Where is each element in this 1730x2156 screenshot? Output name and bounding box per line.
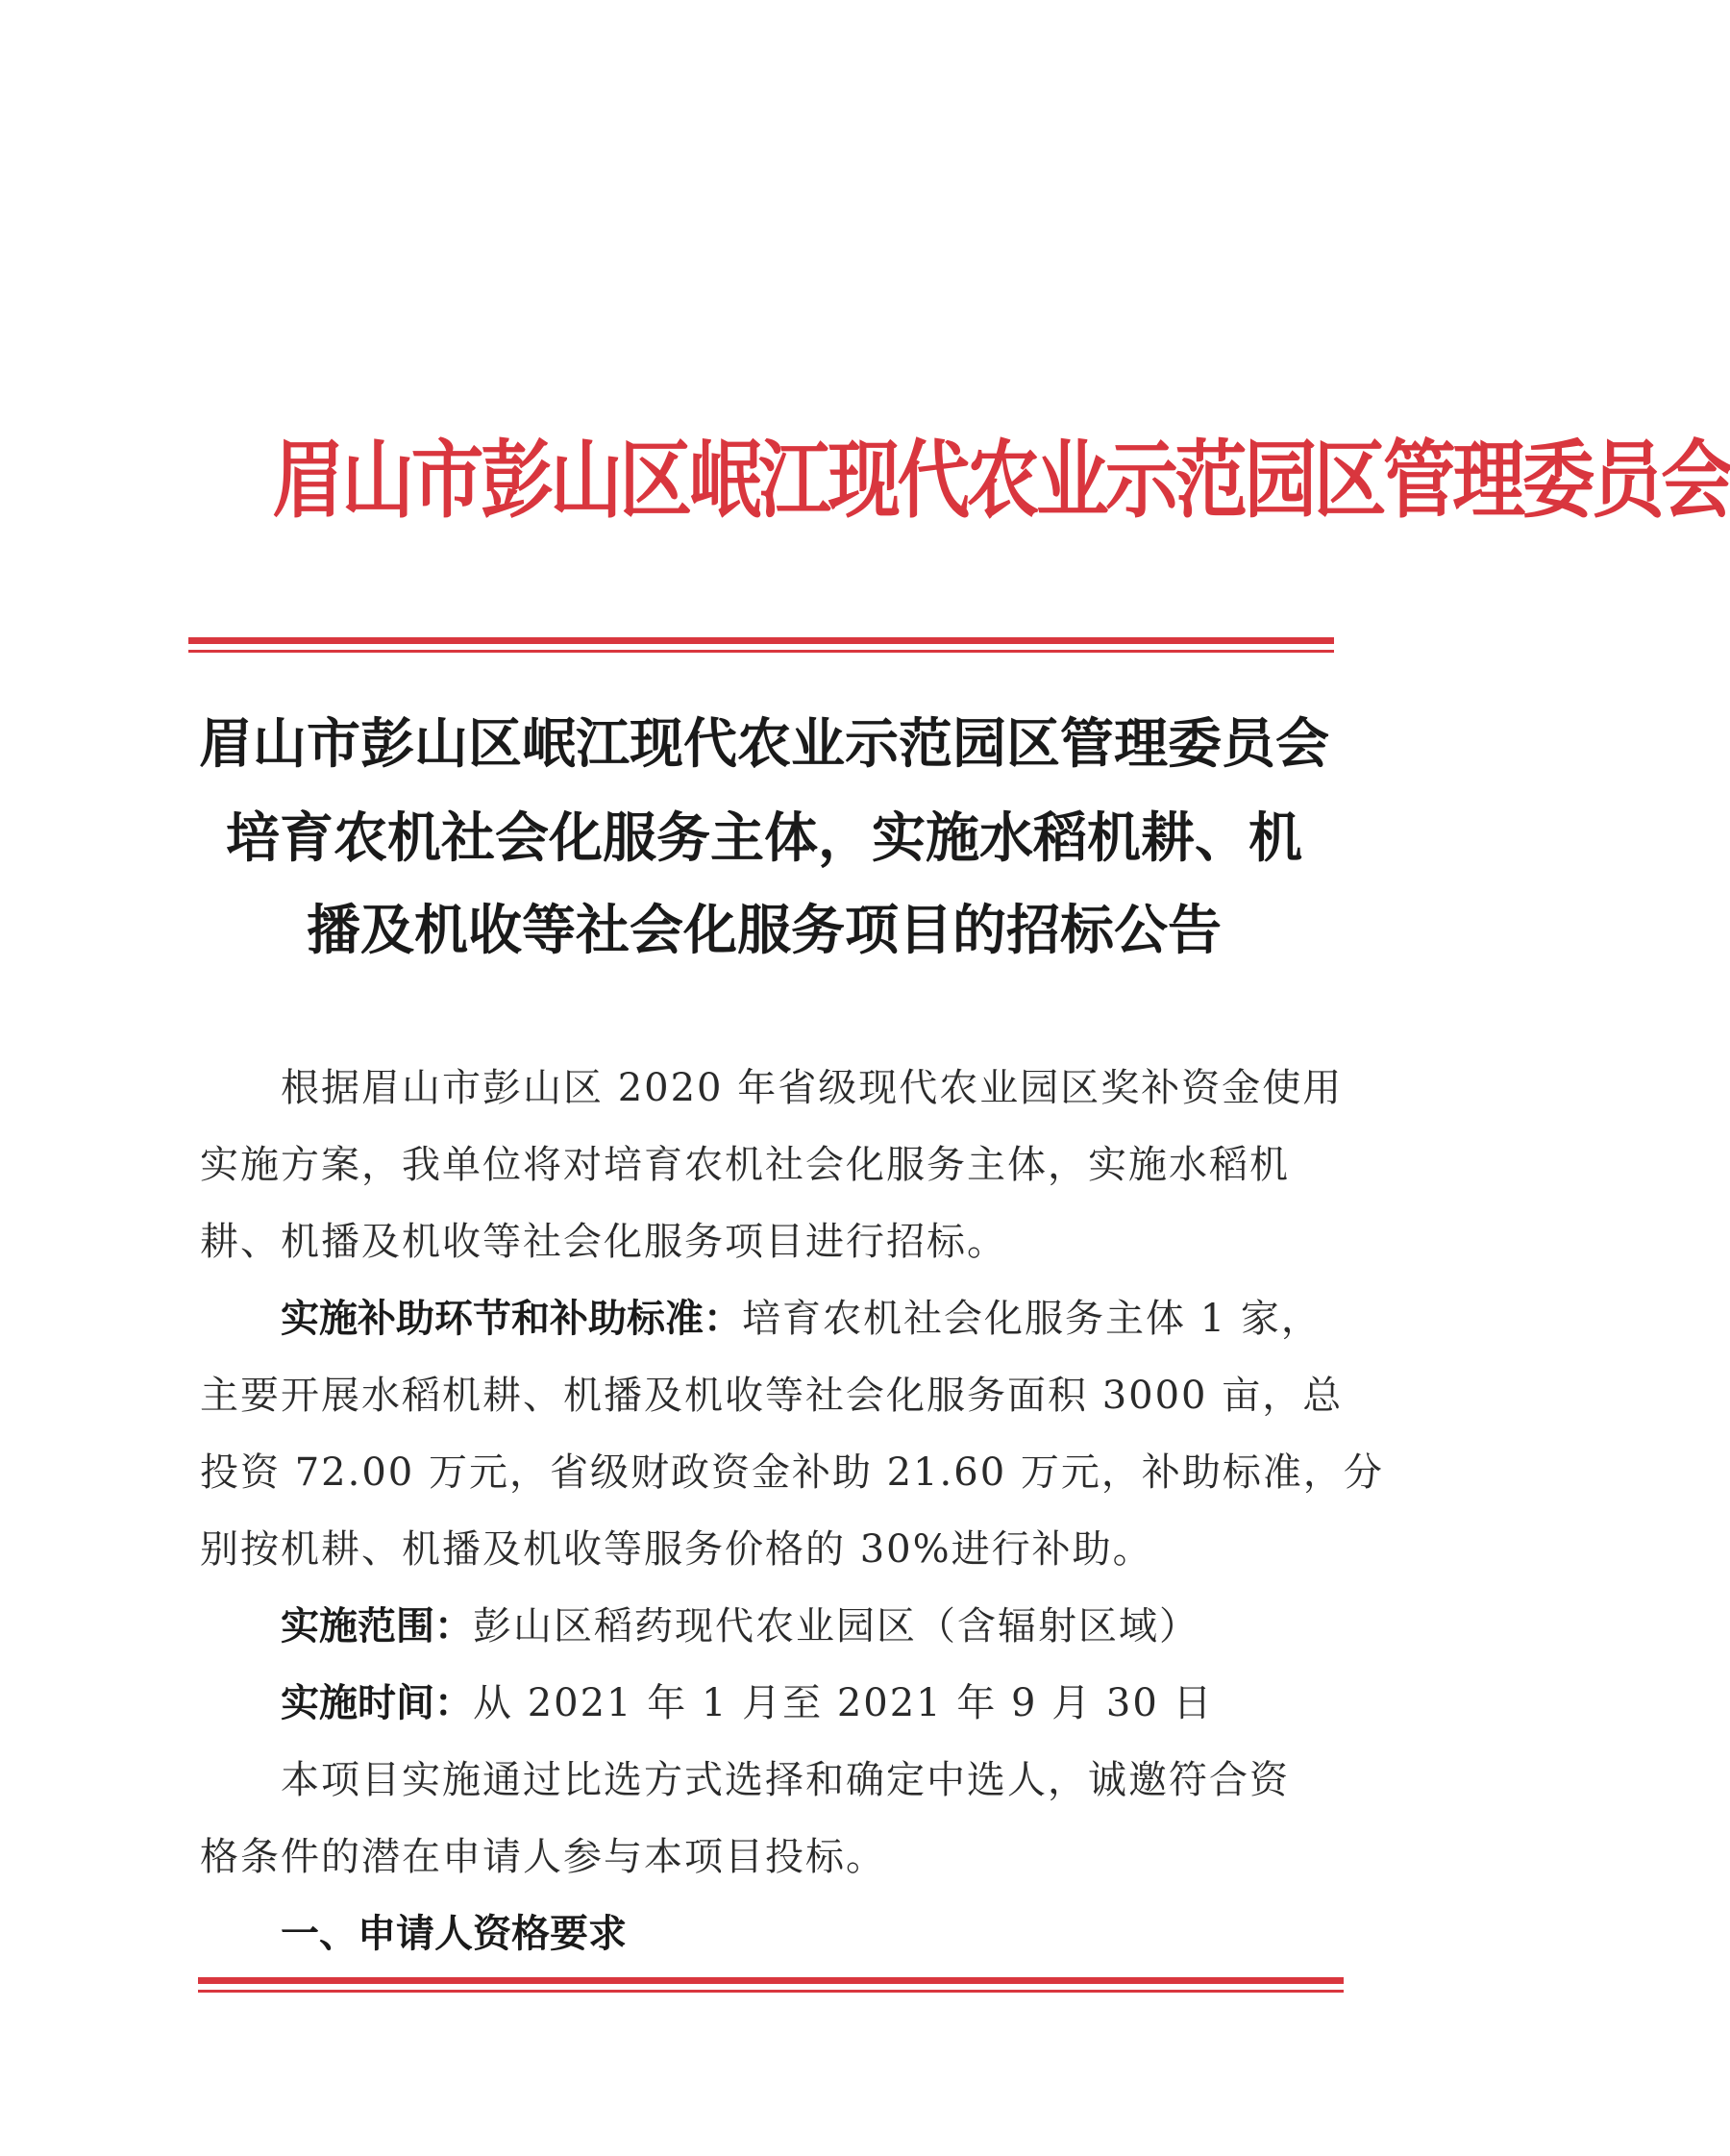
implementation-time	[281, 1674, 1214, 1732]
paragraph-5-line-1: 本项目实施通过比选方式选择和确定中选人，诚邀符合资	[281, 1758, 1290, 1802]
paragraph-5-line-2: 格条件的潜在申请人参与本项目投标。	[200, 1835, 886, 1879]
title-line-1: 眉山市彭山区岷江现代农业示范园区管理委员会	[199, 713, 1329, 776]
scope-label: 实施范围：	[281, 1604, 473, 1648]
paragraph-2-line-4: 别按机耕、机播及机收等服务价格的 30%进行补助。	[200, 1527, 1153, 1572]
subsidy-standard-text: 培育农机社会化服务主体 1 家，	[742, 1297, 1322, 1341]
title-line-3: 播及机收等社会化服务项目的招标公告	[307, 900, 1222, 962]
header-red-rule-thin	[188, 650, 1334, 653]
paragraph-1-line-1: 根据眉山市彭山区 2020 年省级现代农业园区奖补资金使用	[281, 1066, 1344, 1110]
scope-text: 彭山区稻药现代农业园区（含辐射区域）	[473, 1604, 1199, 1648]
paragraph-2-line-3: 投资 72.00 万元，省级财政资金补助 21.60 万元，补助标准，分	[200, 1450, 1384, 1495]
subsidy-standard-label: 实施补助环节和补助标准：	[281, 1297, 742, 1341]
paragraph-1-line-3: 耕、机播及机收等社会化服务项目进行招标。	[200, 1220, 1007, 1264]
time-label: 实施时间：	[281, 1681, 473, 1725]
footer-red-rule-thin	[198, 1990, 1344, 1993]
red-header-org-name: 眉山市彭山区岷江现代农业示范园区管理委员会	[272, 431, 1730, 530]
paragraph-2-line-2: 主要开展水稻机耕、机播及机收等社会化服务面积 3000 亩，总	[200, 1374, 1344, 1418]
title-line-2: 培育农机社会化服务主体，实施水稻机耕、机	[226, 807, 1302, 870]
paragraph-1-line-2: 实施方案，我单位将对培育农机社会化服务主体，实施水稻机	[200, 1143, 1290, 1187]
footer-red-rule	[198, 1977, 1344, 1984]
section-1-heading: 一、申请人资格要求	[281, 1912, 627, 1956]
paragraph-2-line-1	[281, 1290, 1322, 1348]
implementation-scope	[281, 1598, 1199, 1655]
time-text: 从 2021 年 1 月至 2021 年 9 月 30 日	[473, 1681, 1214, 1725]
header-red-rule	[188, 637, 1334, 644]
